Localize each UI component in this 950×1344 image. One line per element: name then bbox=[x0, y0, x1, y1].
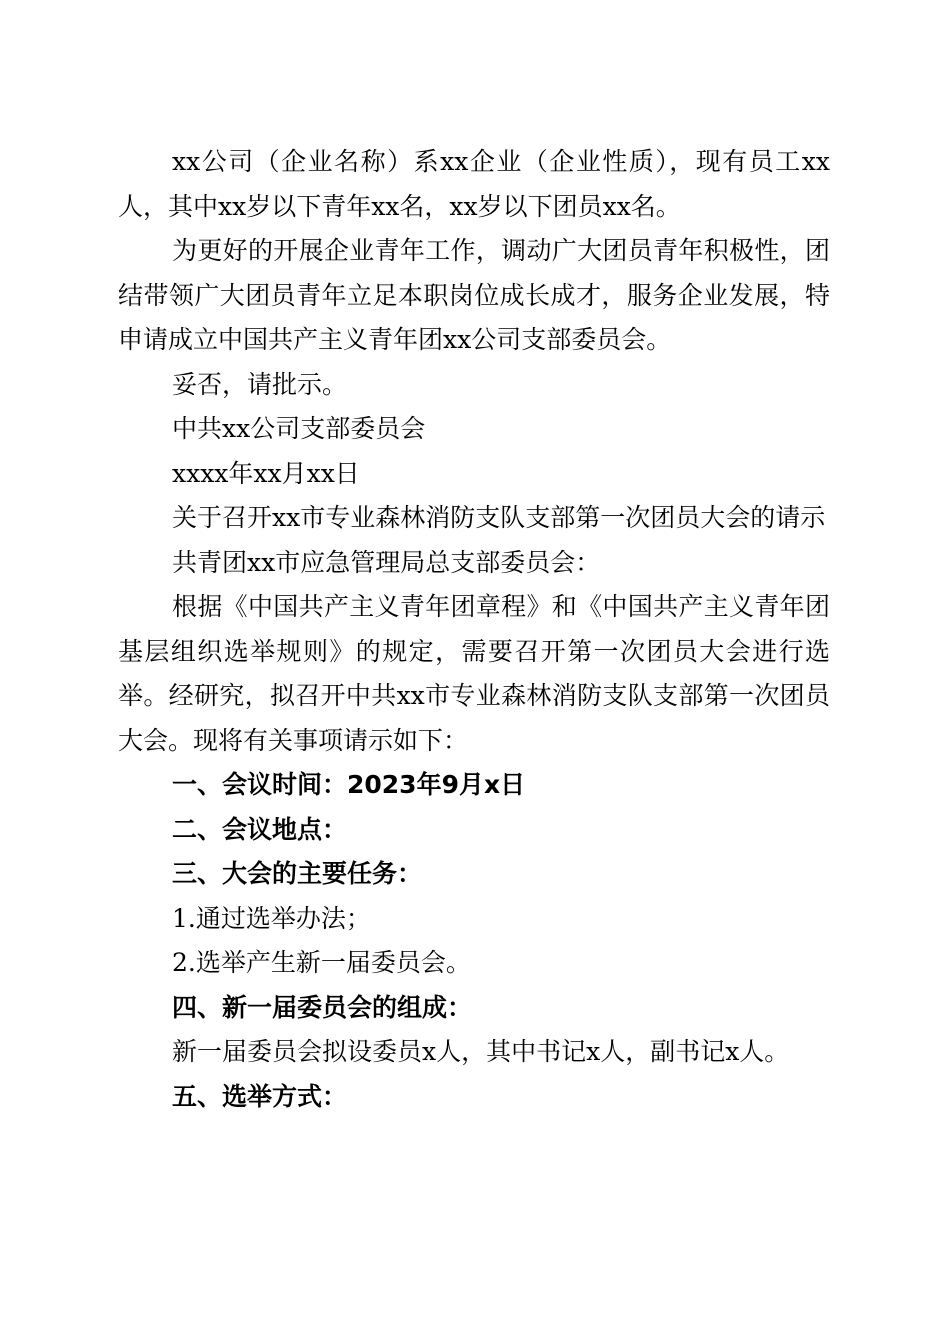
approval-request-line: 妥否，请批示。 bbox=[172, 369, 348, 399]
company-intro-paragraph: xx公司（企业名称）系xx企业（企业性质），现有员工xx人，其中xx岁以下青年xx名，xx岁以下团员xx名。 bbox=[118, 147, 830, 221]
committee-composition-text: 新一届委员会拟设委员x人，其中书记x人，副书记x人。 bbox=[172, 1037, 790, 1066]
section-heading-main-tasks: 三、大会的主要任务： bbox=[172, 859, 423, 888]
section-heading-election-method: 五、选举方式： bbox=[172, 1081, 348, 1111]
section-heading-meeting-place: 二、会议地点： bbox=[172, 814, 348, 844]
document-body bbox=[118, 140, 830, 1119]
request-title: 关于召开xx市专业森林消防支队支部第一次团员大会的请示 bbox=[172, 503, 826, 532]
recipient-line: 共青团xx市应急管理局总支部委员会： bbox=[172, 547, 601, 577]
task-item-1: 1.通过选举办法； bbox=[172, 903, 371, 933]
section-heading-committee-composition: 四、新一届委员会的组成： bbox=[172, 992, 473, 1022]
task-item-2: 2.选举产生新一届委员会。 bbox=[172, 948, 471, 977]
basis-paragraph: 根据《中国共产主义青年团章程》和《中国共产主义青年团基层组织选举规则》的规定，需要召开第一次团员大会进行选举。经研究，拟召开中共xx市专业森林消防支队支部第一次团员大会。现将有关事项请示如下： bbox=[118, 592, 830, 755]
document-date: xxxx年xx月xx日 bbox=[172, 458, 360, 488]
application-purpose-paragraph: 为更好的开展企业青年工作，调动广大团员青年积极性，团结带领广大团员青年立足本职岗位成长成才，服务企业发展，特申请成立中国共产主义青年团xx公司支部委员会。 bbox=[118, 236, 830, 354]
sender-organization: 中共xx公司支部委员会 bbox=[172, 414, 426, 443]
section-heading-meeting-time: 一、会议时间：2023年9月x日 bbox=[172, 770, 526, 799]
